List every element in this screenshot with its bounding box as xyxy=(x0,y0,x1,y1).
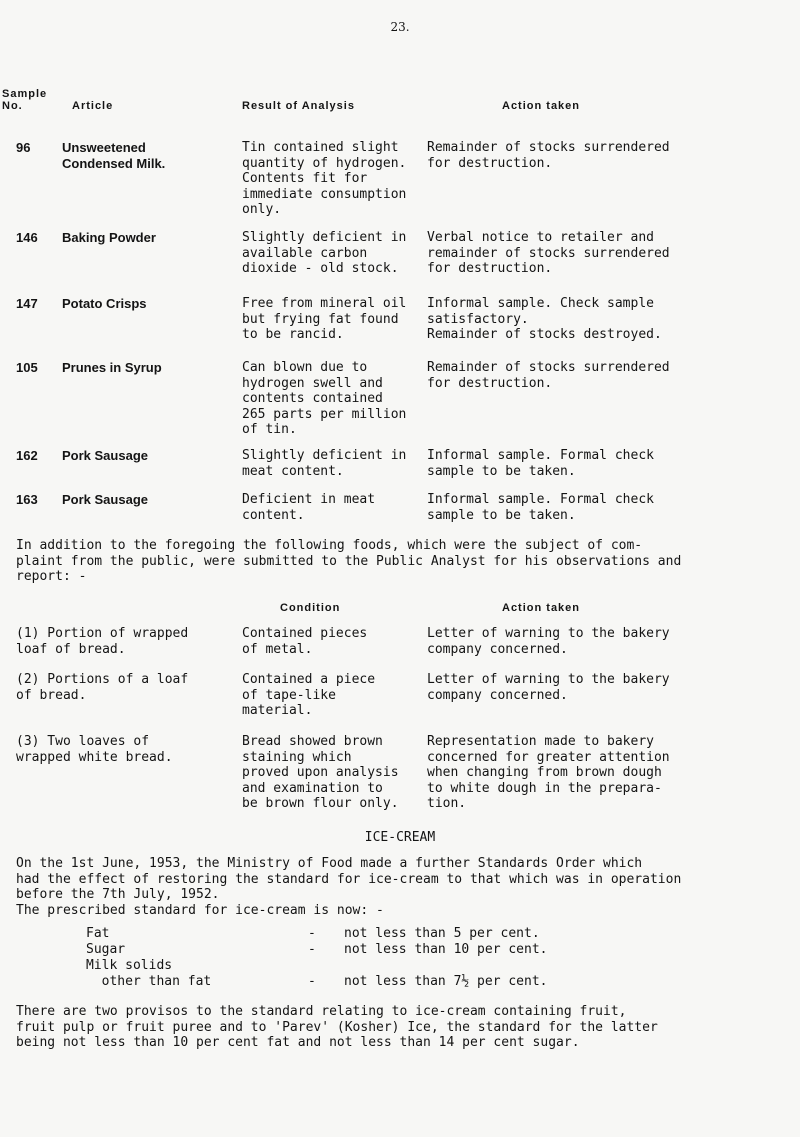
standard-label: Milk solids xyxy=(86,958,173,973)
ice-cream-heading: ICE-CREAM xyxy=(364,830,436,845)
standard-value: not less than 5 per cent. xyxy=(344,926,540,941)
page-number: 23. xyxy=(390,20,410,34)
action-taken: Verbal notice to retailer and remainder of stocks surrendered for destruction. xyxy=(427,230,670,276)
analysis-result: Tin contained slight quantity of hydrogen. Contents fit for immediate consumption only. xyxy=(242,140,407,217)
provisos-paragraph: There are two provisos to the standard relating to ice-cream containing fruit, fruit pulp or fruit puree and to 'Parev' (Kosher) Ice, the standard for the latter being not less than 10 per cent fat and not less than 14 per cent sugar. xyxy=(16,1004,658,1050)
analysis-result: Deficient in meat content. xyxy=(242,492,376,523)
sample-number: 162 xyxy=(16,448,38,463)
article-name: Pork Sausage xyxy=(62,492,148,507)
sample-number: 96 xyxy=(16,140,31,155)
analysis-result: Slightly deficient in available carbon dioxide - old stock. xyxy=(242,230,407,276)
analysis-result: Slightly deficient in meat content. xyxy=(242,448,407,479)
article-name: Potato Crisps xyxy=(62,296,147,311)
standard-dash: - xyxy=(308,942,316,957)
sample-number: 146 xyxy=(16,230,38,245)
complaint-action: Representation made to bakery concerned for greater attention when changing from brown dough to white dough in the prepara- tion. xyxy=(427,734,670,811)
sample-number: 147 xyxy=(16,296,38,311)
standard-label: Sugar xyxy=(86,942,126,957)
complaint-condition: Contained a piece of tape-like material. xyxy=(242,672,376,718)
standard-label: other than fat xyxy=(86,974,212,989)
complaint-item: (3) Two loaves of wrapped white bread. xyxy=(16,734,173,765)
header-action: Action taken xyxy=(502,100,581,112)
article-name: Unsweetened Condensed Milk. xyxy=(62,140,166,171)
standard-value: not less than 10 per cent. xyxy=(344,942,548,957)
action-taken: Informal sample. Check sample satisfactory. Remainder of stocks destroyed. xyxy=(427,296,662,342)
complaint-item: (2) Portions of a loaf of bread. xyxy=(16,672,189,703)
complaint-action: Letter of warning to the bakery company concerned. xyxy=(427,672,670,703)
header-action-2: Action taken xyxy=(502,602,581,614)
complaint-condition: Bread showed brown staining which proved upon analysis and examination to be brown flour only. xyxy=(242,734,399,811)
intro-paragraph: In addition to the foregoing the following foods, which were the subject of com- plaint from the public, were submitted to the Public Analyst for his observations and report: - xyxy=(16,538,682,584)
sample-number: 105 xyxy=(16,360,38,375)
sample-number: 163 xyxy=(16,492,38,507)
complaint-item: (1) Portion of wrapped loaf of bread. xyxy=(16,626,189,657)
action-taken: Informal sample. Formal check sample to be taken. xyxy=(427,492,654,523)
article-name: Baking Powder xyxy=(62,230,156,245)
article-name: Prunes in Syrup xyxy=(62,360,162,375)
action-taken: Remainder of stocks surrendered for destruction. xyxy=(427,360,670,391)
complaint-action: Letter of warning to the bakery company concerned. xyxy=(427,626,670,657)
header-condition: Condition xyxy=(280,602,341,614)
header-article: Article xyxy=(72,100,114,112)
complaint-condition: Contained pieces of metal. xyxy=(242,626,368,657)
article-name: Pork Sausage xyxy=(62,448,148,463)
standard-value: not less than 7½ per cent. xyxy=(344,974,548,989)
action-taken: Remainder of stocks surrendered for destruction. xyxy=(427,140,670,171)
analysis-result: Can blown due to hydrogen swell and contents contained 265 parts per million of tin. xyxy=(242,360,407,437)
action-taken: Informal sample. Formal check sample to be taken. xyxy=(427,448,654,479)
header-sample-no: Sample No. xyxy=(2,88,48,112)
standard-dash: - xyxy=(308,974,316,989)
analysis-result: Free from mineral oil but frying fat found to be rancid. xyxy=(242,296,407,342)
standard-dash: - xyxy=(308,926,316,941)
standard-label: Fat xyxy=(86,926,110,941)
header-result: Result of Analysis xyxy=(242,100,355,112)
ice-cream-paragraph: On the 1st June, 1953, the Ministry of Food made a further Standards Order which had the effect of restoring the standard for ice-cream to that which was in operation before the 7th July, 1952. The prescribed standard for ice-cream is now: - xyxy=(16,856,682,918)
